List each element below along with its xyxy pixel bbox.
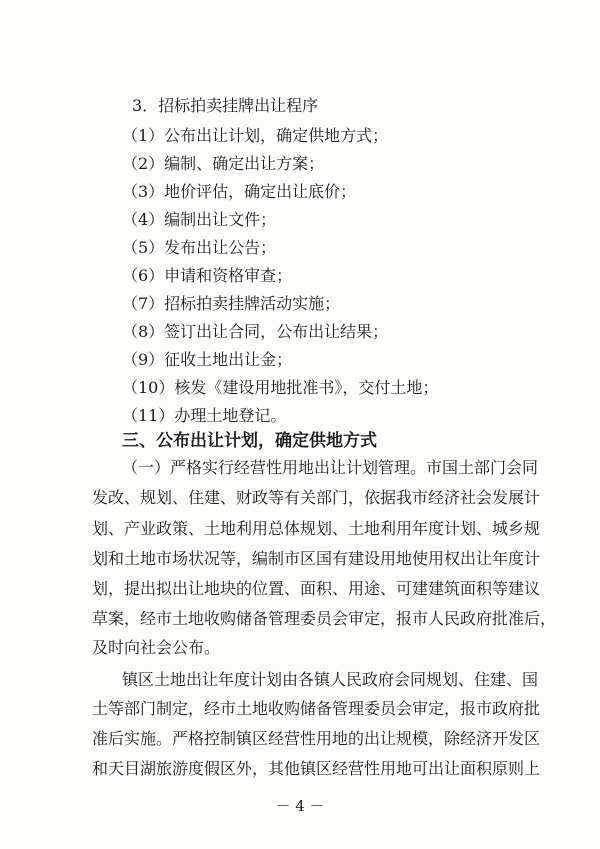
- heading-3: 三、公布出让计划，确定供地方式: [122, 431, 377, 451]
- para2-line-2: 土等部门制定，经市土地收购储备管理委员会审定，报市政府批: [92, 699, 541, 718]
- para1-line-7: 及时向社会公布。: [92, 638, 221, 657]
- para1-line-1: （一）严格实行经营性用地出让计划管理。市国土部门会同: [122, 458, 539, 477]
- para1-line-3: 划、产业政策、土地利用总体规划、土地利用年度计划、城乡规: [92, 519, 541, 538]
- step-6: （6）申请和资格审查；: [122, 266, 293, 285]
- step-9: （9）征收土地出让金；: [122, 350, 293, 369]
- step-1: （1）公布出让计划，确定供地方式；: [122, 126, 389, 145]
- step-3: （3）地价评估，确定出让底价；: [122, 182, 357, 201]
- step-11: （11）办理土地登记。: [122, 406, 287, 425]
- step-2: （2）编制、确定出让方案；: [122, 154, 325, 173]
- step-7: （7）招标拍卖挂牌活动实施；: [122, 294, 341, 313]
- para2-line-1: 镇区土地出让年度计划由各镇人民政府会同规划、住建、国: [122, 670, 539, 689]
- para1-line-4: 划和土地市场状况等，编制市区国有建设用地使用权出让年度计: [92, 549, 541, 568]
- para1-line-2: 发改、规划、住建、财政等有关部门，依据我市经济社会发展计: [92, 488, 541, 507]
- step-4: （4）编制出让文件；: [122, 210, 277, 229]
- section-3-title: 3．招标拍卖挂牌出让程序: [132, 96, 319, 115]
- para2-line-3: 准后实施。严格控制镇区经营性用地的出让规模，除经济开发区: [92, 729, 541, 748]
- step-8: （8）签订出让合同，公布出让结果；: [122, 322, 389, 341]
- page-number: － 4 －: [275, 797, 325, 815]
- para2-line-4: 和天目湖旅游度假区外，其他镇区经营性用地可出让面积原则上: [92, 759, 541, 778]
- step-5: （5）发布出让公告；: [122, 238, 277, 257]
- step-10: （10）核发《建设用地批准书》，交付土地；: [122, 378, 439, 397]
- para1-line-6: 草案，经市土地收购储备管理委员会审定，报市人民政府批准后，: [92, 609, 557, 628]
- para1-line-5: 划，提出拟出让地块的位置、面积、用途、可建建筑面积等建议: [92, 579, 541, 598]
